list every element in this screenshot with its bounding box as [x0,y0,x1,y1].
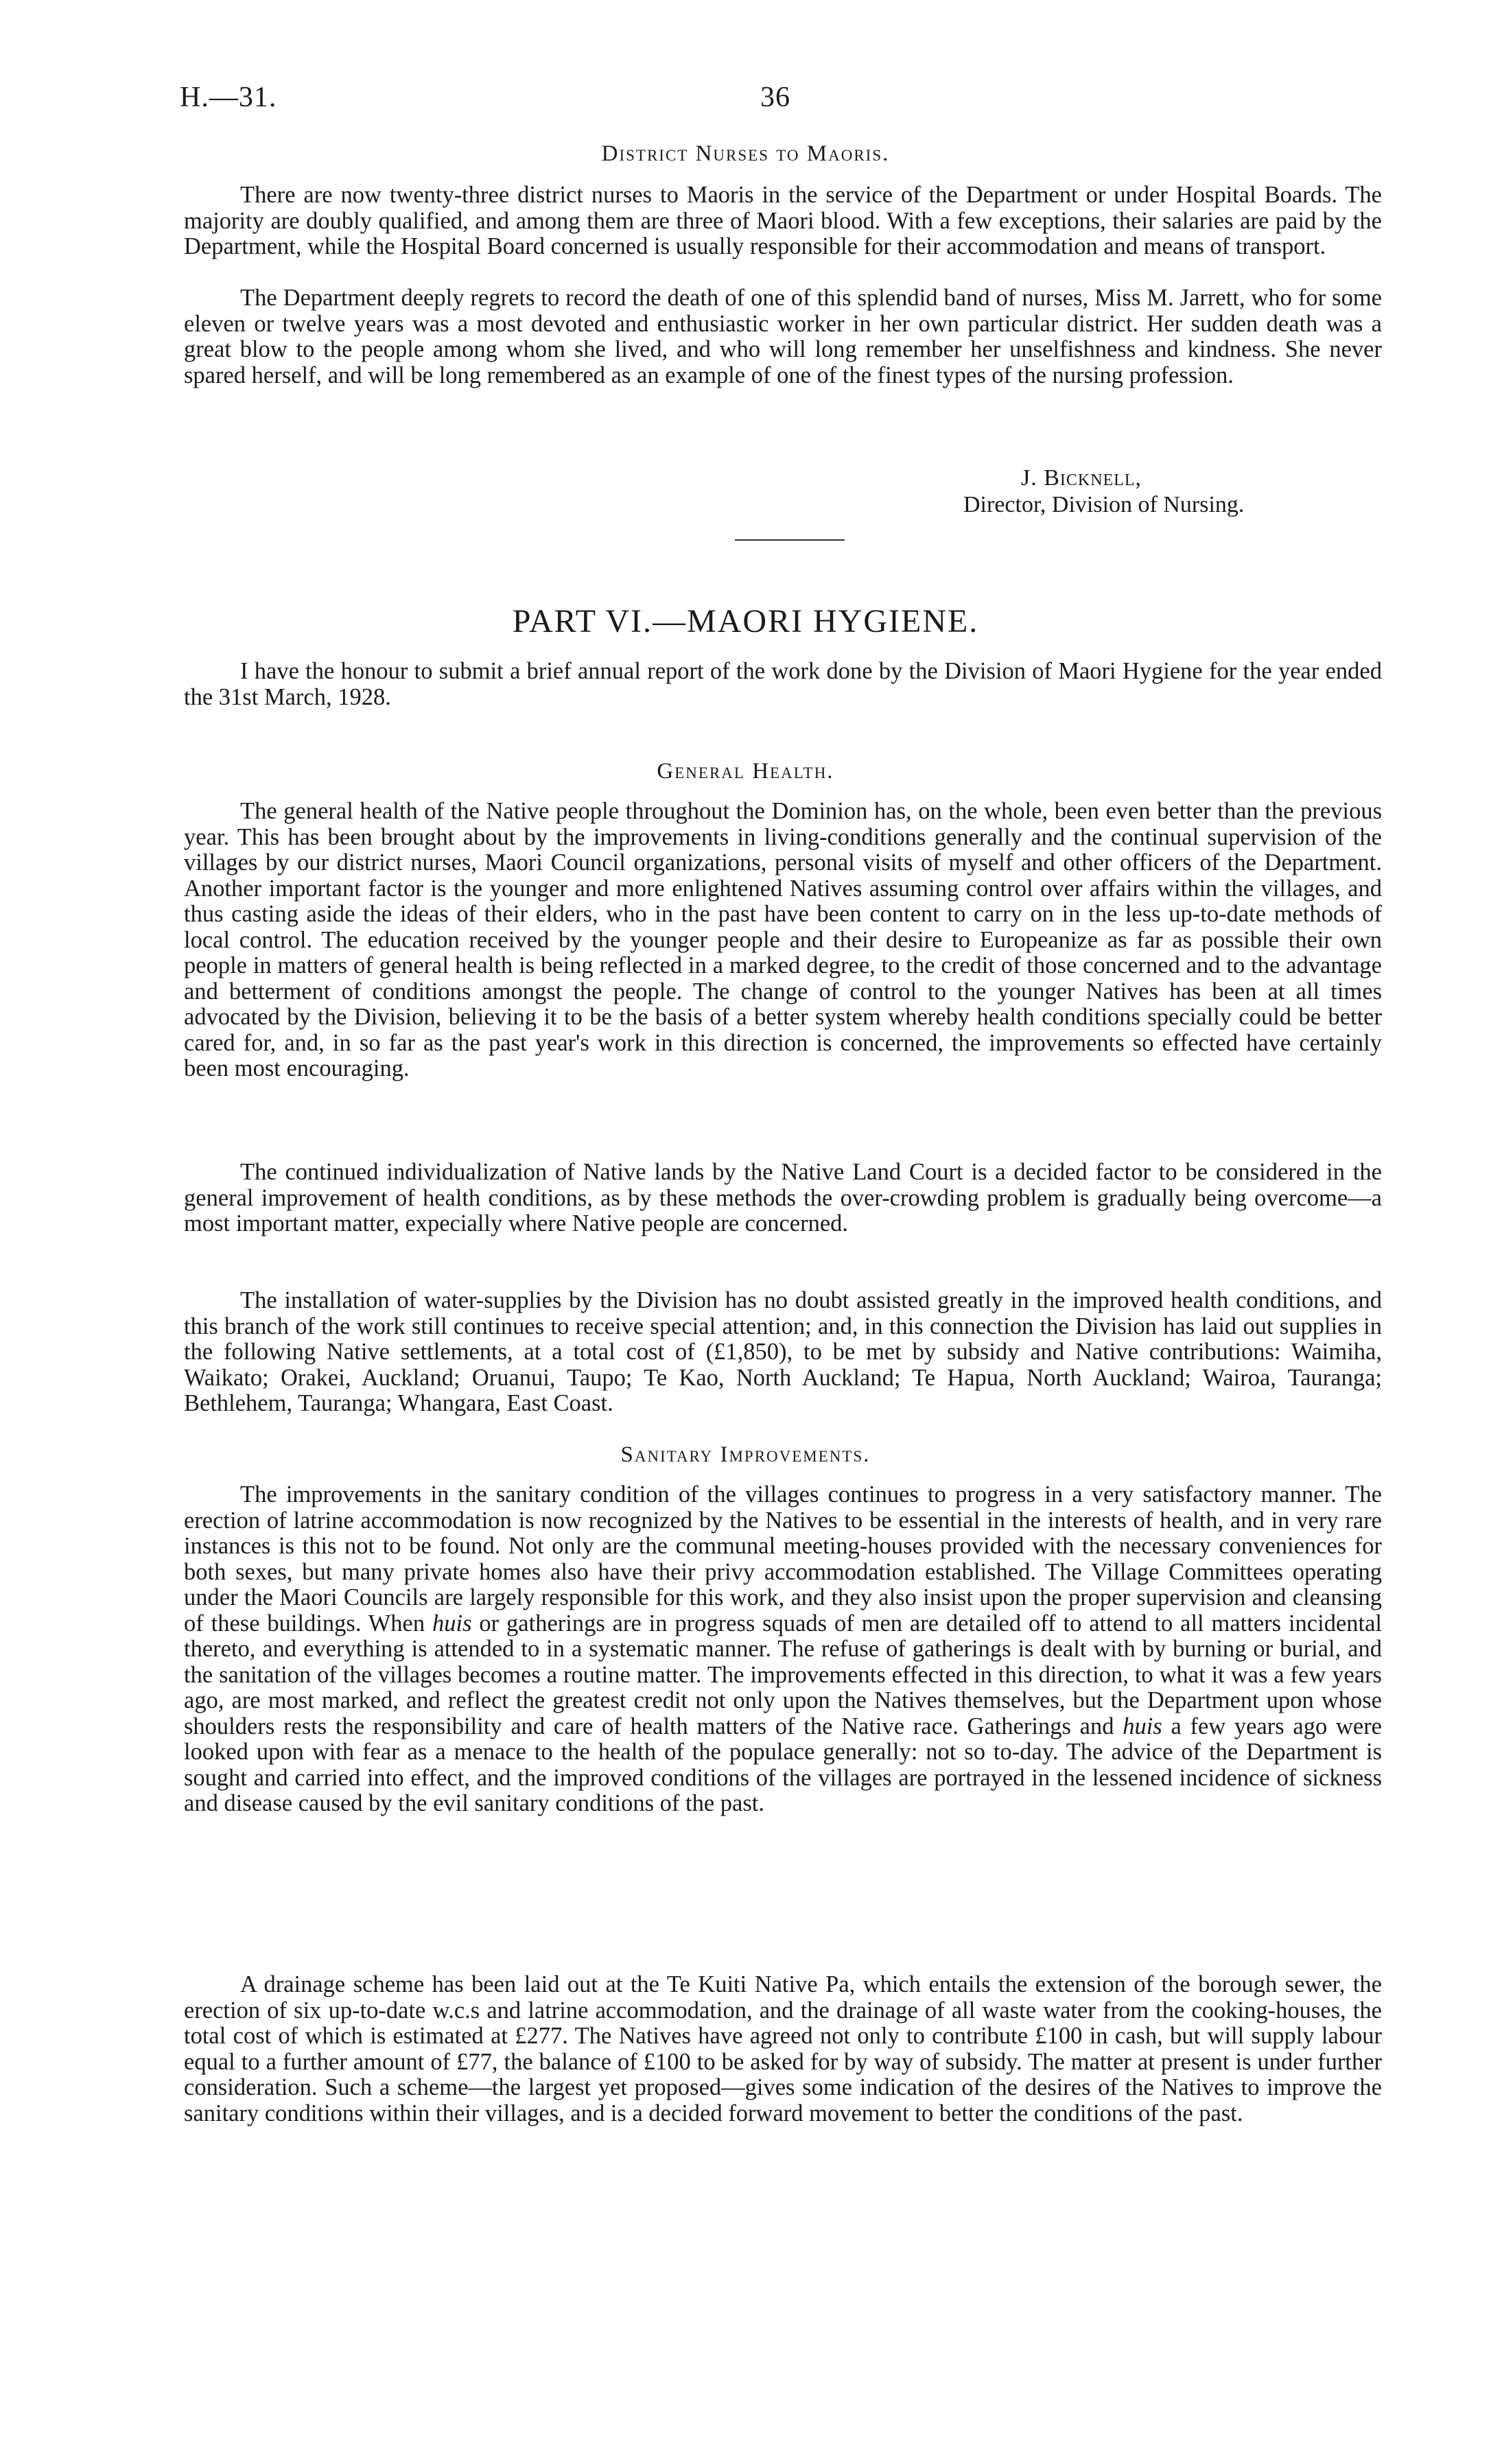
signature-name: J. Bicknell, [1021,465,1142,491]
section-heading-general-health: General Health. [657,759,834,784]
paragraph-sanitary-1-part-b: or gatherings are in progress squads of men are detailed off to attend to all matters incidental thereto, and everything is attended to in a systematic manner. The refuse of gatherings is dealt with by burning or burial, and the sanitation of the villages becomes a routine matter. The improvements effected in this direction, to what it was a few years ago, are most marked, and reflect the greatest credit not only upon the Natives themselves, but the Department upon whose shoulders rests the responsibility and care of health matters of the Native race. Gatherings and [184,1610,1383,1739]
section-divider [735,539,845,541]
paragraph-district-nurses-2: The Department deeply regrets to record the death of one of this splendid band of nurses, Miss M. Jarrett, who for some eleven or twelve years was a most devoted and enthusiastic worker in her own particular district. Her sudden death was a great blow to the people among whom she lived, and who will long remember her unselfishness and kindness. She never spared herself, and will be long remembered as an example of one of the finest types of the nursing profession. [184,285,1382,388]
paragraph-part-intro: I have the honour to submit a brief annual report of the work done by the Division of Maori Hygiene for the year ended the 31st March, 1928. [184,658,1382,710]
huis-term: huis [432,1610,472,1636]
paragraph-sanitary-2: A drainage scheme has been laid out at the Te Kuiti Native Pa, which entails the extension of the borough sewer, the erection of six up-to-date w.c.s and latrine accommodation, and the drainage of all waste water from the cooking-houses, the total cost of which is estimated at £277. The Natives have agreed not only to contribute £100 in cash, but will supply labour equal to a further amount of £77, the balance of £100 to be asked for by way of subsidy. The matter at present is under further consideration. Such a scheme—the largest yet proposed—gives some indication of the desires of the Natives to improve the sanitary conditions within their villages, and is a decided forward movement to better the conditions of the past. [184,1971,1382,2126]
paragraph-district-nurses-1: There are now twenty-three district nurses to Maoris in the service of the Department or under Hospital Boards. The majority are doubly qualified, and among them are three of Maori blood. With a few exceptions, their salaries are paid by the Department, while the Hospital Board concerned is usually responsible for their accommodation and means of transport. [184,182,1382,259]
paragraph-general-health-3: The installation of water-supplies by the Division has no doubt assisted greatly in the improved health conditions, and this branch of the work still continues to receive special attention; and, in this connection the Division has laid out supplies in the following Native settlements, at a total cost of (£1,850), to be met by subsidy and Native contributions: Waimiha, Waikato; Orakei, Auckland; Oruanui, Taupo; Te Kao, North Auckland; Te Hapua, North Auckland; Wairoa, Tauranga; Bethlehem, Tauranga; Whangara, East Coast. [184,1287,1382,1416]
paragraph-general-health-2: The continued individualization of Native lands by the Native Land Court is a decided factor to be considered in the general improvement of health conditions, as by these methods the over-crowding problem is gradually being overcome—a most important matter, expecially where Native people are concerned. [184,1159,1382,1236]
huis-term: huis [1123,1713,1162,1739]
paragraph-sanitary-1-part-a: The improvements in the sanitary condition of the villages continues to progress in a very satisfactory manner. The erection of latrine accommodation is now recognized by the Natives to be essential in the interests of health, and in very rare instances is this not to be found. Not only are the communal meeting-houses provided with the necessary conveniences for both sexes, but many private homes also have their privy accommodation established. The Village Committees operating under the Maori Councils are largely responsible for this work, and they also insist upon the proper supervision and cleansing of these buildings. When [184,1481,1382,1636]
page-number: 36 [760,82,790,113]
section-heading-district-nurses: District Nurses to Maoris. [601,141,890,166]
document-reference: H.—31. [180,82,277,113]
paragraph-general-health-1: The general health of the Native people throughout the Dominion has, on the whole, been even better than the previous year. This has been brought about by the improvements in living-conditions generally and the continual supervision of the villages by our district nurses, Maori Council organizations, personal visits of myself and other officers of the Department. Another important factor is the younger and more enlightened Natives assuming control over affairs within the villages, and thus casting aside the ideas of their elders, who in the past have been content to carry on in the less up-to-date methods of local control. The education received by the younger people and their desire to Europeanize as far as possible their own people in matters of general health is being reflected in a marked degree, to the credit of those concerned and to the advantage and betterment of conditions amongst the people. The change of control to the younger Natives has been at all times advocated by the Division, believing it to be the basis of a better system whereby health conditions specially could be better cared for, and, in so far as the past year's work in this direction is concerned, the improvements so effected have certainly been most encouraging. [184,798,1382,1081]
signature-title: Director, Division of Nursing. [963,492,1245,517]
paragraph-sanitary-1-part-c: a few years ago were looked upon with fear as a menace to the health of the populace generally: not so to-day. The advice of the Department is sought and carried into effect, and the improved conditions of the villages are portrayed in the lessened incidence of sickness and disease caused by the evil sanitary conditions of the past. [184,1713,1382,1816]
section-heading-sanitary: Sanitary Improvements. [620,1442,871,1467]
part-title: PART VI.—MAORI HYGIENE. [512,603,979,640]
paragraph-sanitary-1 [184,1482,1382,1817]
